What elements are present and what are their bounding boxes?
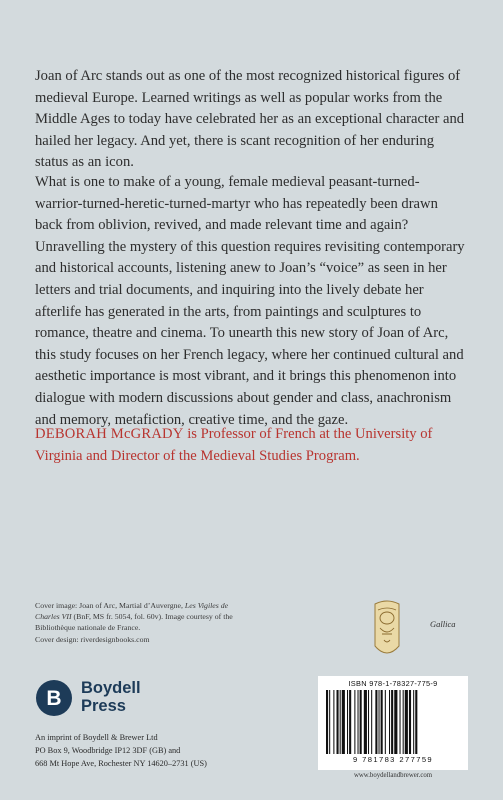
imprint-line-3: 668 Mt Hope Ave, Rochester NY 14620–2731 (US) [35,759,207,769]
cover-image-credit [35,601,235,633]
cover-image-credit-suffix: (BnF, MS fr. 5054, fol. 60v). Image courtesy of the Bibliothèque nationale de France. [35,611,233,632]
isbn-label: ISBN 978-1-78327-775-9 [348,679,438,688]
boydell-logo-icon [35,679,73,717]
publisher-name [81,679,141,715]
publisher-website: www.boydellandbrewer.com [353,772,433,779]
publisher-name-line-2: Press [81,697,126,715]
author-bio-text: is Professor of French at the University of Virginia and Director of the Medieval Studies Program. [35,426,433,464]
gallica-label: Gallica [430,619,456,629]
imprint-line-2: PO Box 9, Woodbridge IP12 3DF (GB) and [35,746,181,756]
imprint-line-1: An imprint of Boydell & Brewer Ltd [35,733,158,742]
logo-letter: B [46,687,62,710]
bnf-seal-illustration [370,598,404,662]
cover-image-credit-prefix: Cover image: Joan of Arc, Martial d’Auvergne, [35,601,183,610]
barcode-panel [318,676,468,770]
cover-design-credit: Cover design: riverdesignbooks.com [35,635,150,645]
publisher-name-line-1: Boydell [81,679,141,697]
credits [35,601,235,648]
cover-image-credit-title: Les Vigiles de Charles VII [35,601,229,621]
boydell-press-logo [35,675,175,723]
barcode-digits: 9 781783 277759 [352,755,434,764]
blurb-paragraph-1: Joan of Arc stands out as one of the most recognized historical figures of medieval Europe. Learned writings as well as popular works from the Middle Ages to today have celebrated her as an exceptional character and hailed her legacy. And yet, there is scant recognition of her enduring status as an icon. [35,68,465,171]
author-bio [35,424,467,467]
blurb-paragraph-2: What is one to make of a young, female medieval peasant-turned-warrior-turned-heretic-turned-martyr who has repeatedly been drawn back from oblivion, revived, and made relevant time and again? Unravelling the mystery of this question requires revisiting contemporary and historical accounts, listening anew to Joan’s “voice” as seen in her letters and trial documents, and inquiring into the lively debate her afterlife has generated in the arts, from paintings and sculptures to romance, theatre and cinema. To unearth this new story of Joan of Arc, this study focuses on her French legacy, where her continued cultural and aesthetic importance is most vibrant, and it brings this phenomenon into dialogue with modern discussions about gender and class, anachronism and memory, metafiction, creative time, and the gaze. [35,174,465,428]
imprint-address [35,731,295,771]
barcode-graphic [324,690,462,754]
author-name: DEBORAH McGRADY [35,426,184,442]
